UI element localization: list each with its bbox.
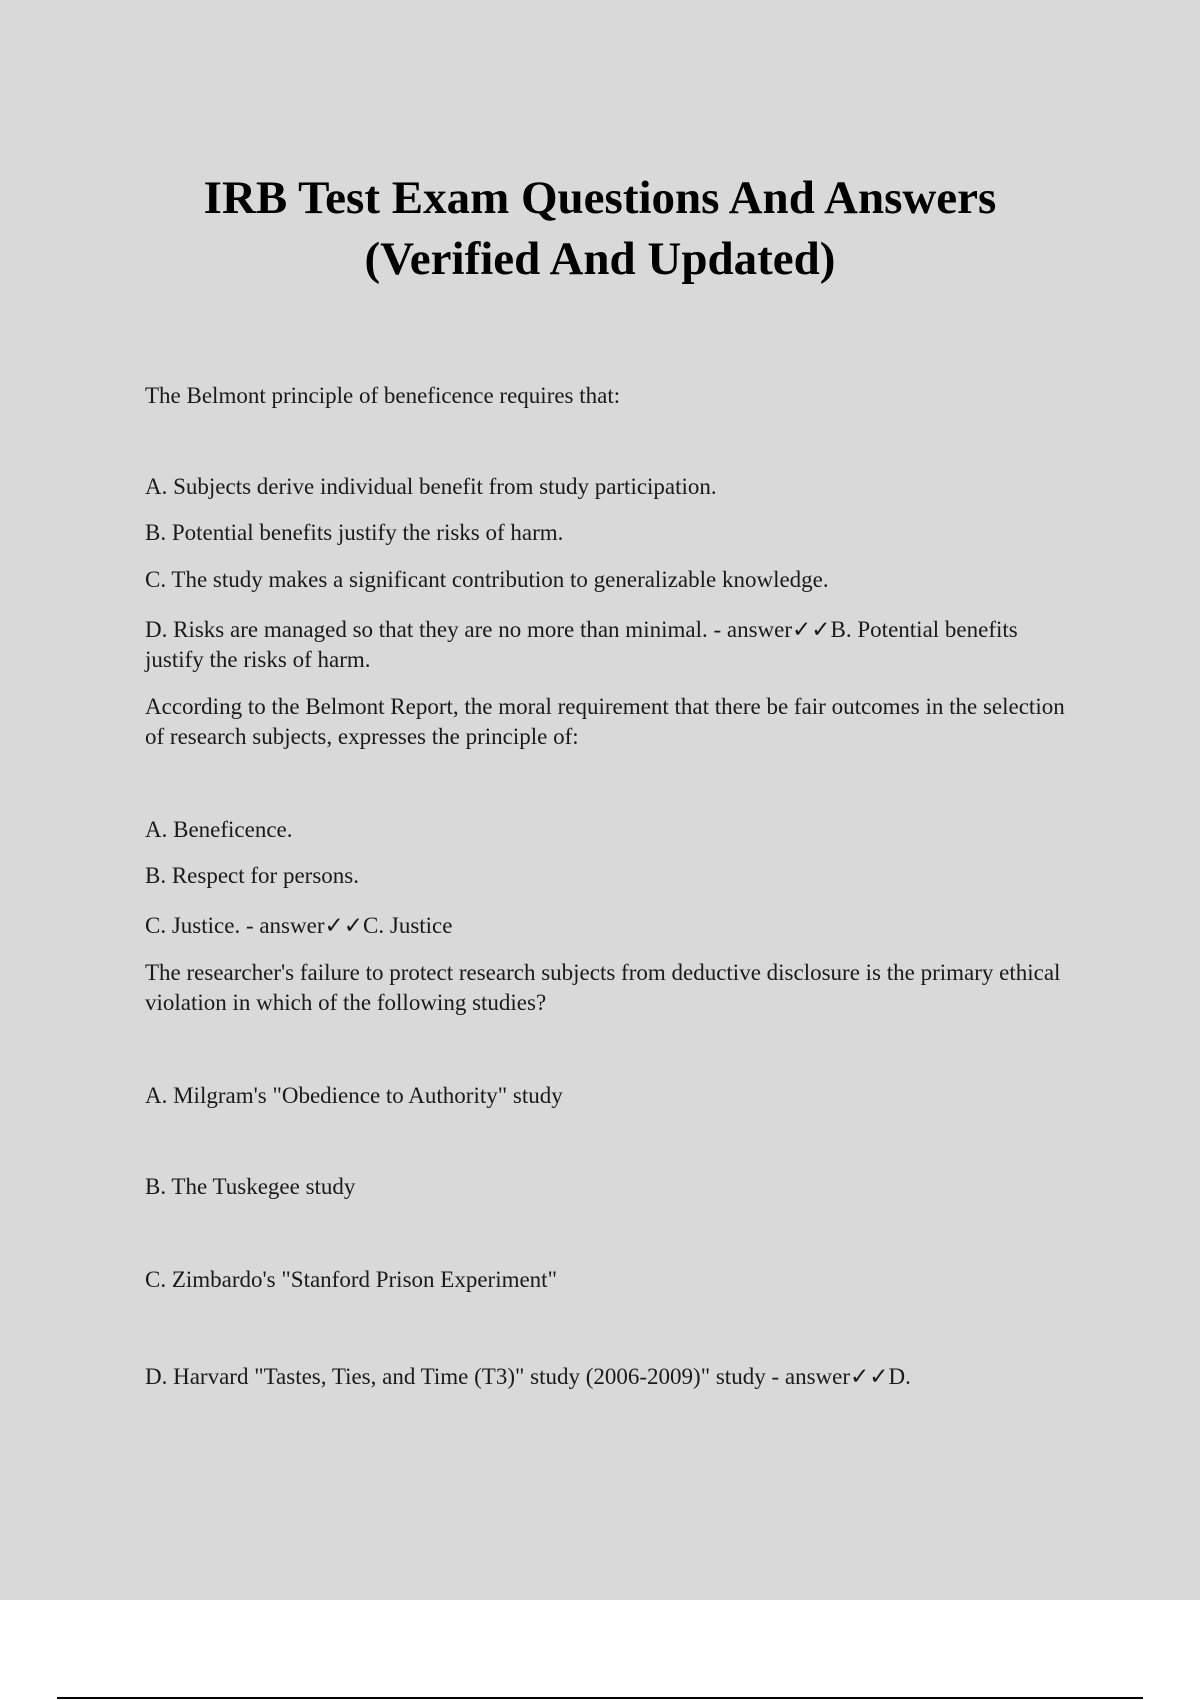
question-1-option-b: B. Potential benefits justify the risks of harm. [145,520,564,545]
question-1-option-d: D. Risks are managed so that they are no more than minimal. - answer✓✓B. Potential benefits justify the risks of harm. [145,617,1018,672]
question-3-option-c: C. Zimbardo's "Stanford Prison Experiment" [145,1267,557,1292]
question-2-option-c: C. Justice. - answer✓✓C. Justice [145,913,453,938]
question-2-option-a: A. Beneficence. [145,817,293,842]
question-3-prompt: The researcher's failure to protect research subjects from deductive disclosure is the primary ethical violation in which of the following studies? [145,960,1061,1015]
title-line-1: IRB Test Exam Questions And Answers [203,172,997,224]
question-1-option-c: C. The study makes a significant contribution to generalizable knowledge. [145,567,829,592]
question-3-option-b: B. The Tuskegee study [145,1174,356,1199]
question-1-prompt: The Belmont principle of beneficence requires that: [145,383,621,408]
question-3-option-a: A. Milgram's "Obedience to Authority" study [145,1083,563,1108]
question-3-option-d: D. Harvard "Tastes, Ties, and Time (T3)" study (2006-2009)" study - answer✓✓D. [145,1364,911,1389]
page-footer [0,1600,1200,1700]
document-title [100,168,1100,290]
question-1-option-a: A. Subjects derive individual benefit from study participation. [145,474,717,499]
title-line-2: (Verified And Updated) [364,233,836,285]
question-2-prompt: According to the Belmont Report, the moral requirement that there be fair outcomes in the selection of research subjects, expresses the principle of: [145,694,1065,749]
footer-divider [57,1697,1143,1699]
question-2-option-b: B. Respect for persons. [145,863,359,888]
